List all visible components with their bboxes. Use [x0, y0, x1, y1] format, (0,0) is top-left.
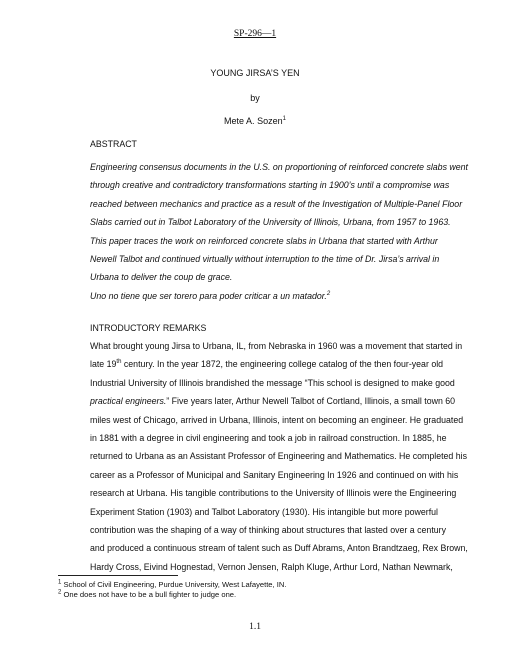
author-footnote-mark: 1 [282, 116, 286, 122]
intro-line: contribution was the shaping of a way of thinking about structures that lasted over a century [90, 525, 446, 536]
intro-line: career as a Professor of Municipal and Sanitary Engineering In 1926 and continued on with his [90, 469, 459, 480]
abstract-heading: ABSTRACT [90, 139, 137, 149]
abstract-line: Slabs carried out in Talbot Laboratory of the University of Illinois, Urbana, from 1957 to 1963. [90, 217, 451, 228]
intro-heading: INTRODUCTORY REMARKS [90, 323, 207, 333]
intro-italic-text: practical engineers. [90, 396, 167, 407]
abstract-line: This paper traces the work on reinforced concrete slabs in Urbana that started with Arthur [90, 235, 438, 246]
intro-line: in 1881 with a degree in civil engineering and took a job in railroad construction. In 1885, he [90, 433, 447, 444]
intro-line-text: ” Five years later, Arthur Newell Talbot of Cortland, Illinois, a small town 60 [166, 396, 456, 407]
footnote-divider [58, 575, 178, 576]
quote-footnote-mark: 2 [326, 291, 331, 298]
intro-body [90, 337, 468, 576]
footnote-text: School of Civil Engineering, Purdue University, West Lafayette, IN. [61, 580, 287, 589]
intro-line: What brought young Jirsa to Urbana, IL, from Nebraska in 1960 was a movement that started in [90, 341, 463, 351]
abstract-body [90, 158, 468, 287]
footnote-mark: 1 [58, 579, 62, 586]
quote-text: Uno no tiene que ser torero para poder criticar a un matador. [90, 291, 327, 301]
by-line: by [250, 93, 260, 103]
author-name: Mete A. Sozen [224, 116, 283, 126]
abstract-line: Engineering consensus documents in the U.S. on proportioning of reinforced concrete slabs went [90, 162, 468, 172]
intro-line: and produced a continuous stream of talent such as Duff Abrams, Anton Brandtzaeg, Rex Brown, [90, 543, 468, 554]
intro-line: Hardy Cross, Eivind Hognestad, Vernon Jensen, Ralph Kluge, Arthur Lord, Nathan Newmark, [90, 561, 453, 572]
footnote-1 [58, 580, 286, 589]
intro-line: Industrial University of Illinois brandished the message “This school is designed to make good [90, 377, 455, 388]
author-line [0, 116, 510, 126]
footnote-2 [58, 590, 236, 599]
abstract-line: Urbana to deliver the coup de grace. [90, 272, 233, 283]
abstract-line: through creative and contradictory transformations starting in 1900’s until a compromise was [90, 180, 450, 191]
intro-line: Experiment Station (1903) and Talbot Laboratory (1930). His intangible but more powerful [90, 506, 439, 517]
paper-title: YOUNG JIRSA’S YEN [210, 68, 300, 78]
paper-code: SP-296—1 [233, 29, 277, 39]
footnote-text: One does not have to be a bull fighter to judge one. [61, 590, 237, 599]
intro-line: research at Urbana. His tangible contributions to the University of Illinois were the Engineering [90, 488, 457, 499]
epigraph-quote [90, 291, 330, 301]
footnote-mark: 2 [58, 589, 62, 596]
abstract-line: Newell Talbot and continued virtually without interruption to the time of Dr. Jirsa’s arrival in [90, 254, 440, 265]
intro-line-text: century. In the year 1872, the engineering college catalog of the then four-year old [121, 359, 444, 370]
page-number: 1.1 [249, 622, 261, 632]
intro-line [90, 355, 444, 373]
intro-line-text: late 19 [90, 359, 117, 370]
intro-line: returned to Urbana as an Assistant Professor of Engineering and Mathematics. He completed his [90, 451, 468, 462]
intro-line: miles west of Chicago, arrived in Urbana, Illinois, intent on becoming an engineer. He graduated [90, 414, 464, 425]
intro-line [90, 392, 456, 410]
abstract-line: reached between mechanics and practice as a result of the Investigation of Multiple-Panel Floor [90, 198, 463, 209]
ordinal-superscript: th [116, 359, 122, 366]
